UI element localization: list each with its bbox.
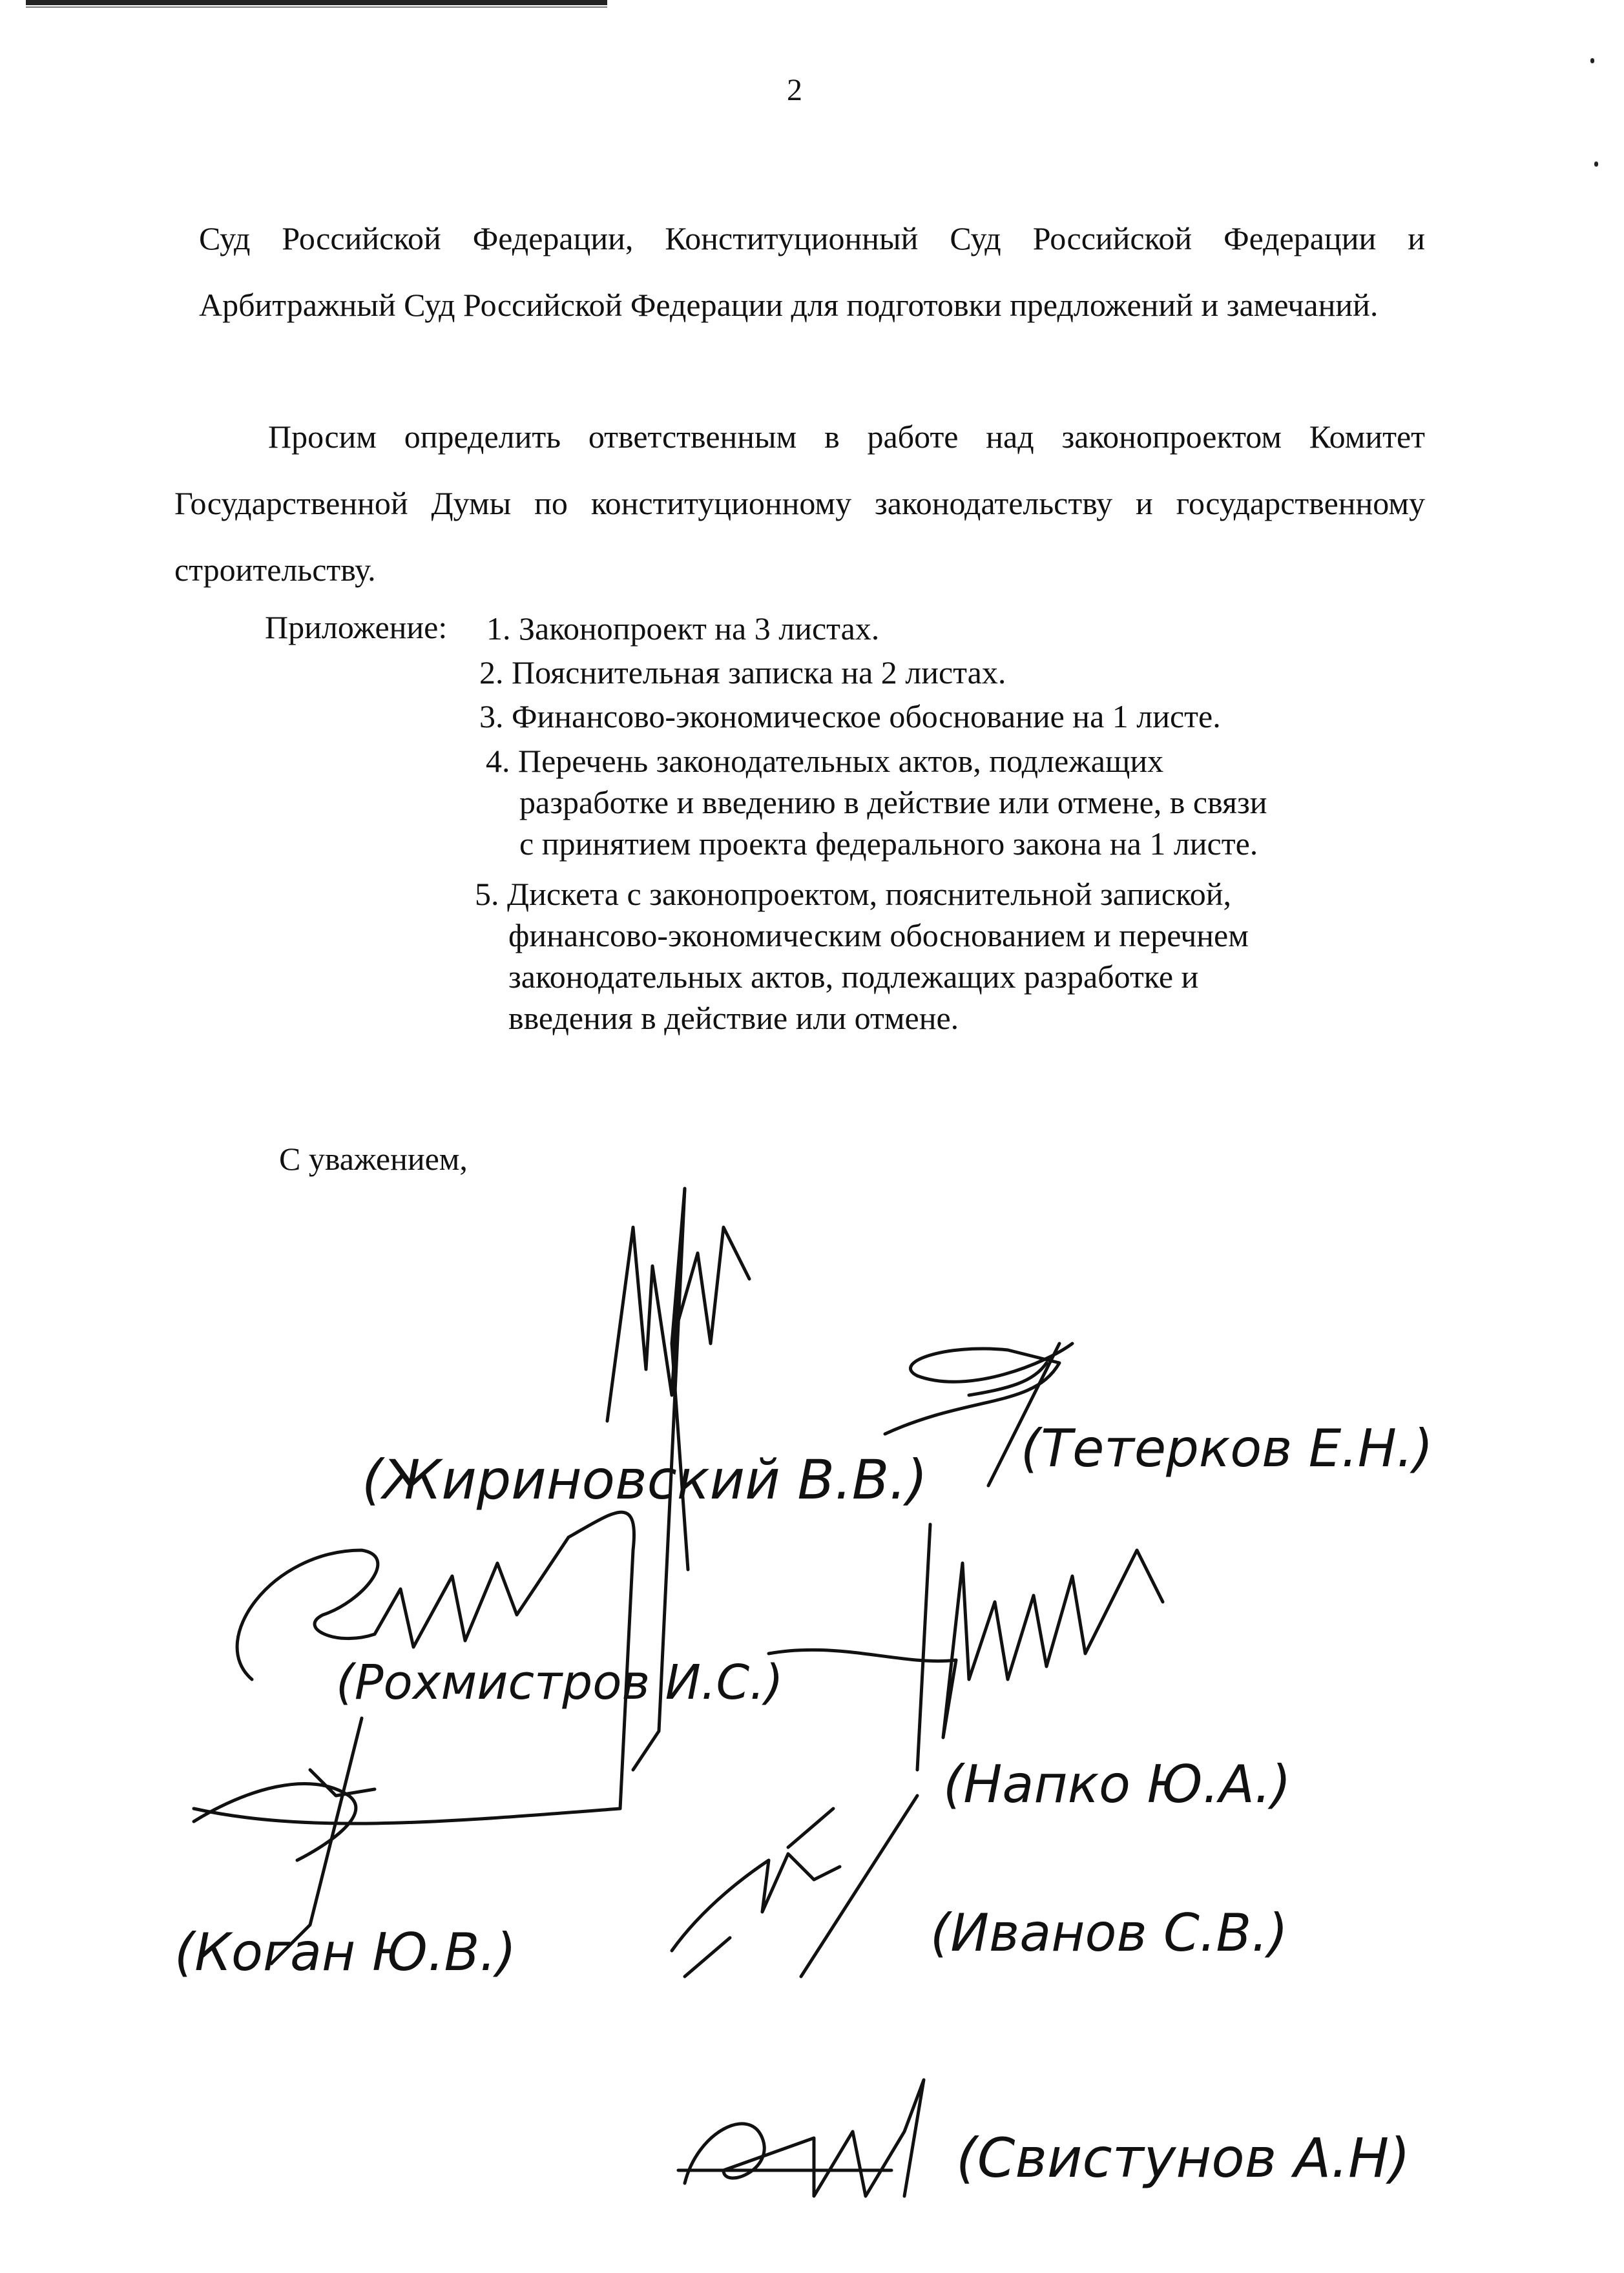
attachment-item-4	[486, 740, 1267, 864]
attachment-item-3	[479, 696, 1221, 737]
attachment-text-line: финансово-экономическим обоснованием и перечнем	[508, 917, 1249, 953]
signatory-name-label: (Свистунов А.Н)	[956, 2126, 1410, 2190]
page-number: 2	[787, 73, 802, 107]
handwritten-signature	[678, 2080, 924, 2196]
signature-block	[0, 1150, 1624, 2248]
scan-speck	[1590, 58, 1594, 63]
handwritten-signature	[917, 1524, 930, 1770]
handwritten-signature	[769, 1550, 1163, 1738]
signatory-name-label: (Напко Ю.А.)	[943, 1754, 1291, 1814]
attachment-text-line: введения в действие или отмене.	[508, 1000, 959, 1036]
attachment-number: 4.	[486, 743, 510, 779]
attachment-item-5	[475, 873, 1249, 1039]
attachment-text-line: законодательных актов, подлежащих разработке и	[508, 959, 1199, 995]
attachment-text: Финансово-экономическое обоснование на 1 листе.	[512, 698, 1221, 734]
body-paragraph-continuation: Суд Российской Федерации, Конституционный Суд Российской Федерации и Арбитражный Суд Российской Федерации для подготовки предложений и замечаний.	[199, 220, 1425, 323]
scan-edge-mark-thin	[26, 6, 607, 8]
attachment-number: 1.	[486, 610, 511, 647]
attachment-text: Дискета с законопроектом, пояснительной запиской,	[507, 876, 1231, 912]
attachment-number: 5.	[475, 876, 499, 912]
attachment-text: Законопроект на 3 листах.	[519, 610, 880, 647]
signatory-name-label: (Рохмистров И.С.)	[336, 1655, 784, 1710]
scan-edge-mark	[26, 0, 607, 5]
scan-speck	[1594, 161, 1598, 167]
signatory-name-label: (Тетерков Е.Н.)	[1021, 1418, 1433, 1479]
attachment-number: 3.	[479, 698, 504, 734]
attachment-text: Перечень законодательных актов, подлежащих	[518, 743, 1164, 779]
signatory-name-label: (Жириновский В.В.)	[362, 1448, 928, 1511]
closing-salutation: С уважением,	[279, 1141, 468, 1177]
attachment-number: 2.	[479, 654, 504, 690]
attachment-text-line: разработке и введению в действие или отмене, в связи	[519, 784, 1267, 820]
signatures-canvas	[0, 1150, 1624, 2248]
attachment-text-line: с принятием проекта федерального закона на 1 листе.	[519, 825, 1258, 862]
handwritten-signature	[672, 1796, 917, 1977]
signatory-name-label: (Коган Ю.В.)	[174, 1922, 517, 1982]
attachment-item-1	[486, 608, 879, 649]
body-paragraph-request: Просим определить ответственным в работе над законопроектом Комитет Государственной Думы по конституционному законодательству и государственному строительству.	[174, 419, 1425, 588]
attachments-heading: Приложение:	[265, 609, 448, 645]
attachment-item-2	[479, 652, 1006, 693]
signatory-name-label: (Иванов С.В.)	[930, 1903, 1288, 1963]
attachment-text: Пояснительная записка на 2 листах.	[512, 654, 1006, 690]
